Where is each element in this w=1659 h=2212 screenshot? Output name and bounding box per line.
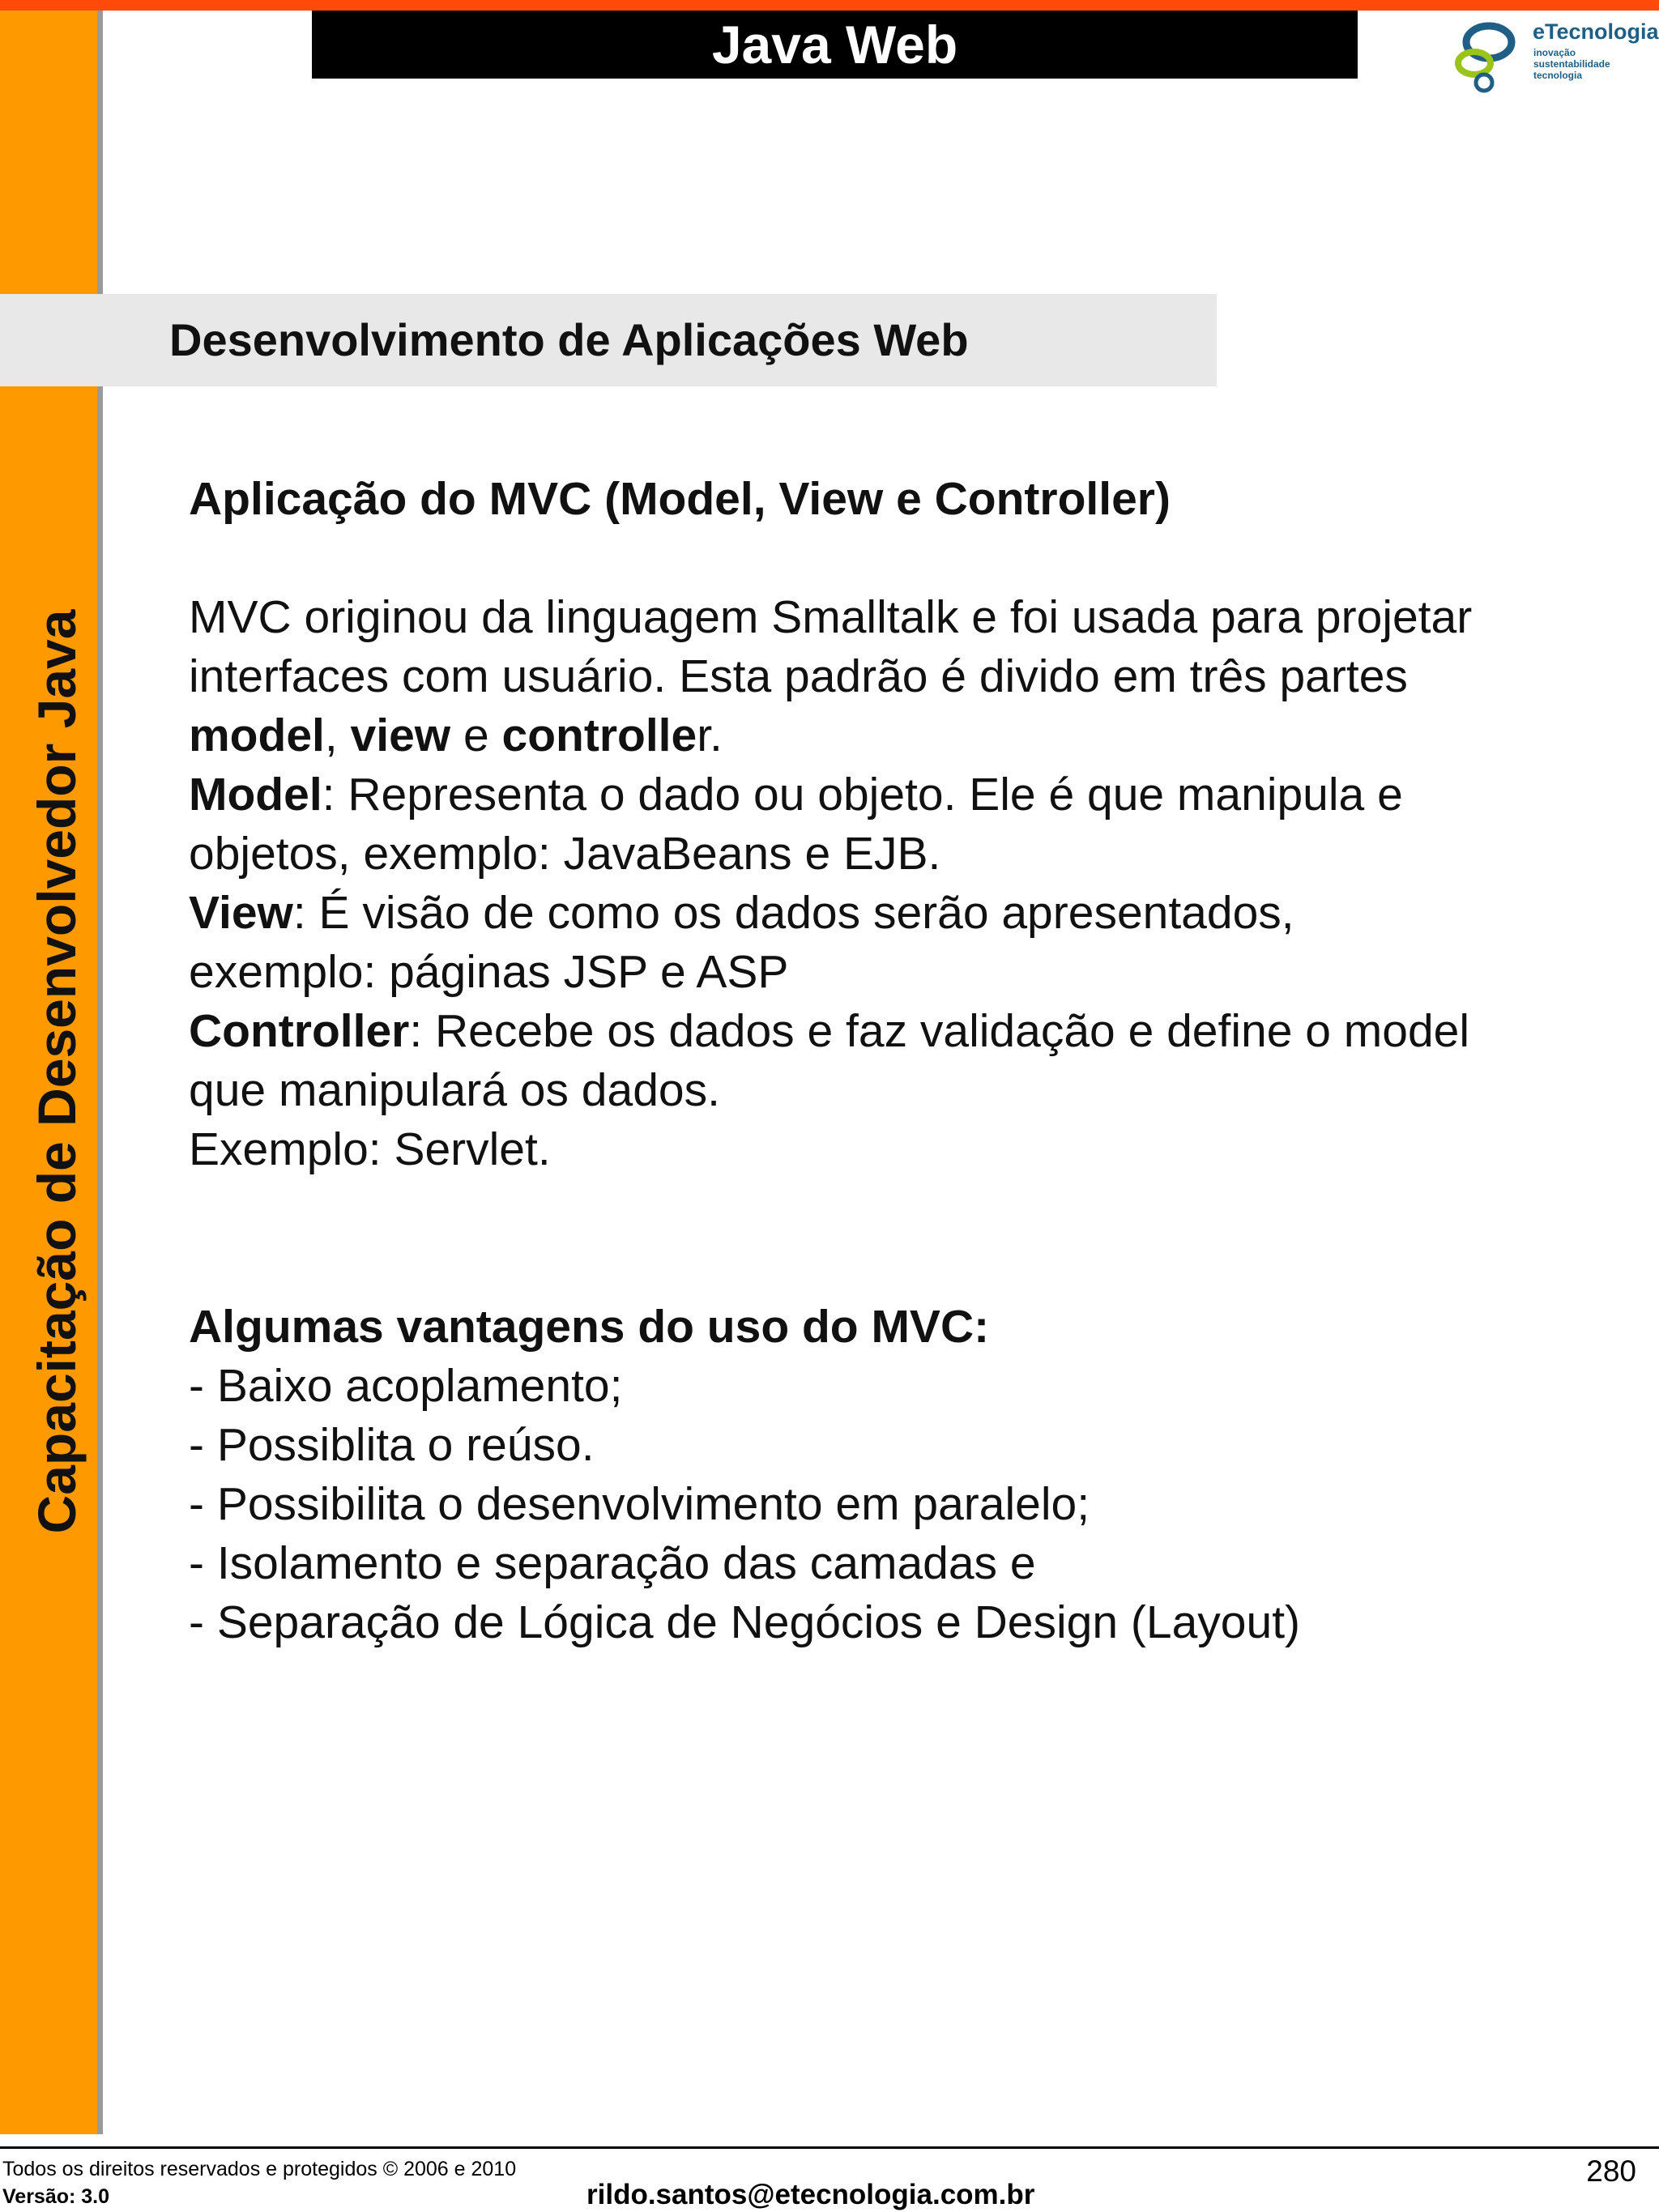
controller-term: Controller xyxy=(189,1005,410,1057)
view-definition xyxy=(189,884,1614,943)
logo-tagline: tecnologia xyxy=(1533,70,1583,81)
intro-line: interfaces com usuário. Esta padrão é divido em três partes xyxy=(189,650,1408,702)
section-header xyxy=(0,294,1217,386)
footer-copyright: Todos os direitos reservados e protegidos © 2006 e 2010 xyxy=(2,2158,517,2180)
footer-version: Versão: 3.0 xyxy=(2,2185,110,2208)
controller-definition xyxy=(189,1002,1614,1061)
list-item: - Possiblita o reúso. xyxy=(189,1419,595,1471)
logo-tagline: inovação xyxy=(1533,47,1576,58)
model-term: Model xyxy=(189,769,322,820)
list-item: - Isolamento e separação das camadas e xyxy=(189,1537,1036,1589)
view-keyword: view xyxy=(350,710,451,761)
logo-tagline: sustentabilidade xyxy=(1533,58,1610,70)
separator: , xyxy=(324,710,351,761)
logo-name: eTecnologia xyxy=(1533,19,1659,44)
logo-rings-icon xyxy=(1450,16,1531,97)
top-accent-bar xyxy=(0,0,1659,11)
sidebar-label: Capacitação de Desenvolvedor Java xyxy=(27,609,87,1534)
controller-text-line: que manipulará os dados. xyxy=(189,1064,720,1116)
advantages-heading: Algumas vantagens do uso do MVC: xyxy=(189,1301,990,1353)
controller-tail: r. xyxy=(697,710,723,761)
view-term: View xyxy=(189,887,293,939)
slide-content xyxy=(189,470,1614,1652)
etecnologia-logo xyxy=(1450,16,1659,97)
intro-parts-line xyxy=(189,706,1614,765)
list-item: - Separação de Lógica de Negócios e Design (Layout) xyxy=(189,1596,1301,1648)
list-item: - Baixo acoplamento; xyxy=(189,1360,623,1412)
controller-example: Exemplo: Servlet. xyxy=(189,1123,551,1175)
content-heading: Aplicação do MVC (Model, View e Controller) xyxy=(189,473,1171,525)
list-item: - Possibilita o desenvolvimento em paralelo; xyxy=(189,1478,1090,1530)
model-definition xyxy=(189,765,1614,825)
page-number: 280 xyxy=(1586,2154,1636,2188)
footer-divider xyxy=(0,2146,1659,2149)
model-text: : Representa o dado ou objeto. Ele é que manipula e xyxy=(322,769,1403,820)
controller-keyword: controlle xyxy=(501,710,697,761)
separator: e xyxy=(450,710,502,761)
section-title: Desenvolvimento de Aplicações Web xyxy=(169,314,969,365)
model-keyword: model xyxy=(189,710,325,761)
view-text: : É visão de como os dados serão apresentados, xyxy=(292,887,1294,939)
intro-line: MVC originou da linguagem Smalltalk e foi usada para projetar xyxy=(189,591,1473,643)
model-example: objetos, exemplo: JavaBeans e EJB. xyxy=(189,828,941,880)
page-title: Java Web xyxy=(312,11,1358,79)
view-example: exemplo: páginas JSP e ASP xyxy=(189,946,789,998)
controller-text: : Recebe os dados e faz validação e define o model xyxy=(409,1005,1470,1057)
footer-email: rildo.santos@etecnologia.com.br xyxy=(586,2179,1035,2210)
